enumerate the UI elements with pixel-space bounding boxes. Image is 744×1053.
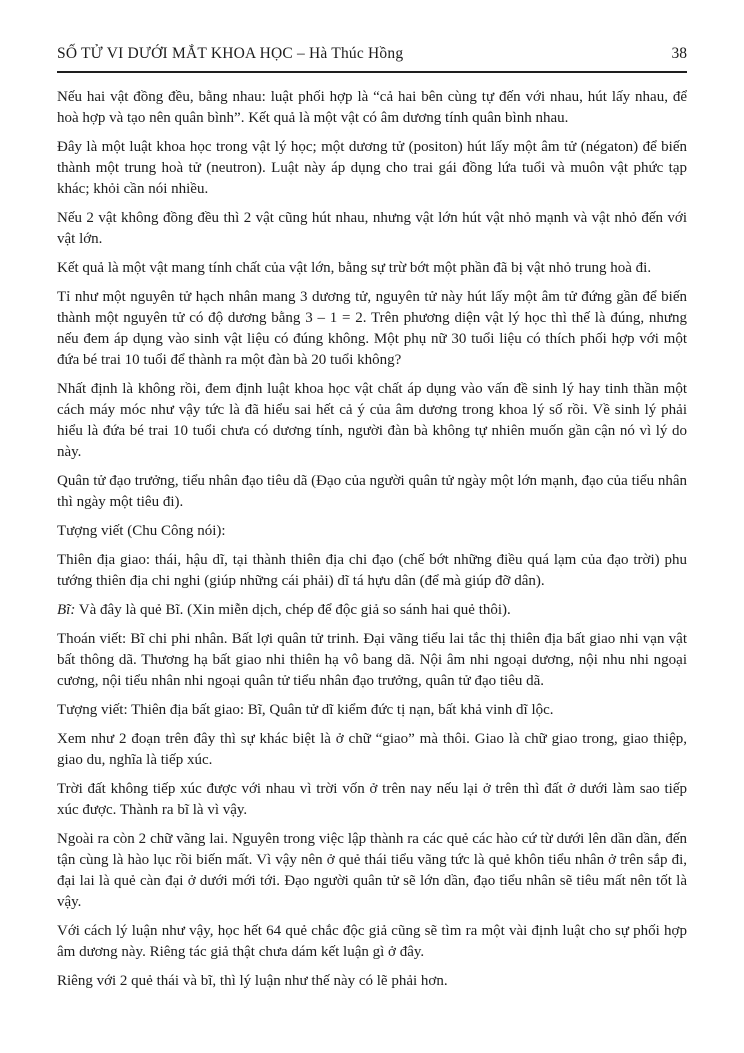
page-number: 38: [671, 45, 687, 62]
paragraph-10-text: Và đây là quẻ Bĩ. (Xin miễn dịch, chép để độc giả so sánh hai quẻ thôi).: [75, 602, 511, 618]
paragraph-11: Thoán viết: Bĩ chi phi nhân. Bất lợi quân tử trinh. Đại vãng tiểu lai tắc thị thiên địa bất giao nhi vạn vật bất thông dã. Thương hạ bất giao nhi thiên hạ vô bang dã. Nội âm nhi ngoại dương, nội nhu nhi ngoại cương, nội tiểu nhân nhi ngoại quân tử tiểu nhân đạo trưởng, quân tử đạo tiêu dã.: [57, 631, 687, 689]
paragraph-15: Ngoài ra còn 2 chữ vãng lai. Nguyên trong việc lập thành ra các quẻ các hào cứ từ dưới lên dần dần, đến tận cùng là hào lục rồi biến mất. Vì vậy nên ở quẻ thái tiểu vãng tức là quẻ khôn tiểu nhân ở trên sắp đi, đại lai là quẻ càn đại ở dưới mới tới. Đạo người quân tử sẽ lớn dần, đạo tiểu nhân sẽ tiêu mất nên tốt là vậy.: [57, 831, 687, 910]
paragraph-1: Nếu hai vật đồng đều, bằng nhau: luật phối hợp là “cả hai bên cùng tự đến với nhau, hút lấy nhau, để hoà hợp và tạo nên quân bình”. Kết quả là một vật có âm dương tính quân bình nhau.: [57, 89, 687, 126]
paragraph-16: Với cách lý luận như vậy, học hết 64 quẻ chắc độc giả cũng sẽ tìm ra một vài định luật cho sự phối hợp âm dương này. Riêng tác giả thật chưa dám kết luận gì ở đây.: [57, 923, 687, 960]
running-header: [57, 0, 687, 63]
paragraph-10-lead: Bĩ:: [57, 602, 76, 618]
paragraph-2: Đây là một luật khoa học trong vật lý học; một dương tử (positon) hút lấy một âm tử (négaton) để biến thành một trung hoà tử (neutron). Luật này áp dụng cho trai gái đồng lứa tuổi và muôn vật phức tạp khác; khỏi cần nói nhiều.: [57, 139, 687, 197]
paragraph-14: Trời đất không tiếp xúc được với nhau vì trời vốn ở trên nay nếu lại ở trên thì đất ở dưới làm sao tiếp xúc được. Thành ra bĩ là vì vậy.: [57, 781, 687, 818]
paragraph-6: Nhất định là không rồi, đem định luật khoa học vật chất áp dụng vào vấn đề sinh lý hay tinh thần một cách máy móc như vậy tức là đã hiểu sai hết cả ý của âm dương trong khoa lý số rồi. Về sinh lý phải hiểu là đứa bé trai 10 tuổi chưa có dương tính, người đàn bà không tự nhiên muốn gần cận nó vì lý do này.: [57, 381, 687, 460]
paragraph-10: [57, 600, 687, 621]
paragraph-3: Nếu 2 vật không đồng đều thì 2 vật cũng hút nhau, nhưng vật lớn hút vật nhỏ mạnh và vật nhỏ đến với vật lớn.: [57, 210, 687, 247]
paragraph-17: Riêng với 2 quẻ thái và bĩ, thì lý luận như thế này có lẽ phải hơn.: [57, 973, 448, 989]
document-body: [57, 87, 687, 992]
paragraph-9: Thiên địa giao: thái, hậu dĩ, tại thành thiên địa chi đạo (chế bớt những điều quá lạm của đạo trời) phu tướng thiên địa chi nghi (giúp những cái phải) dĩ tá hựu dân (để mà giúp đỡ dân).: [57, 552, 687, 589]
paragraph-12: Tượng viết: Thiên địa bất giao: Bĩ, Quân tử dĩ kiểm đức tị nạn, bất khả vinh dĩ lộc.: [57, 702, 554, 718]
running-head-title: SỐ TỬ VI DƯỚI MẮT KHOA HỌC – Hà Thúc Hồng: [57, 45, 404, 62]
paragraph-8: Tượng viết (Chu Công nói):: [57, 523, 226, 539]
paragraph-4: Kết quả là một vật mang tính chất của vật lớn, bằng sự trừ bớt một phần đã bị vật nhỏ trung hoà đi.: [57, 260, 652, 276]
paragraph-13: Xem như 2 đoạn trên đây thì sự khác biệt là ở chữ “giao” mà thôi. Giao là chữ giao trong, giao thiệp, giao du, nghĩa là tiếp xúc.: [57, 731, 687, 768]
paragraph-7: Quân tử đạo trưởng, tiểu nhân đạo tiêu dã (Đạo của người quân tử ngày một lớn mạnh, đạo của tiểu nhân thì ngày một tiêu đi).: [57, 473, 687, 510]
header-rule: [57, 71, 687, 73]
paragraph-5: Tỉ như một nguyên tử hạch nhân mang 3 dương tử, nguyên tử này hút lấy một âm tử đứng gần để biến thành một nguyên tử có độ dương bằng 3 – 1 = 2. Trên phương diện vật lý học thì thế là đúng, nhưng nếu đem áp dụng vào sinh vật liệu có đúng không. Một phụ nữ 30 tuổi liệu có thích phối hợp với một đứa bé trai 10 tuổi để thành ra một đàn bà 20 tuổi không?: [57, 289, 687, 368]
